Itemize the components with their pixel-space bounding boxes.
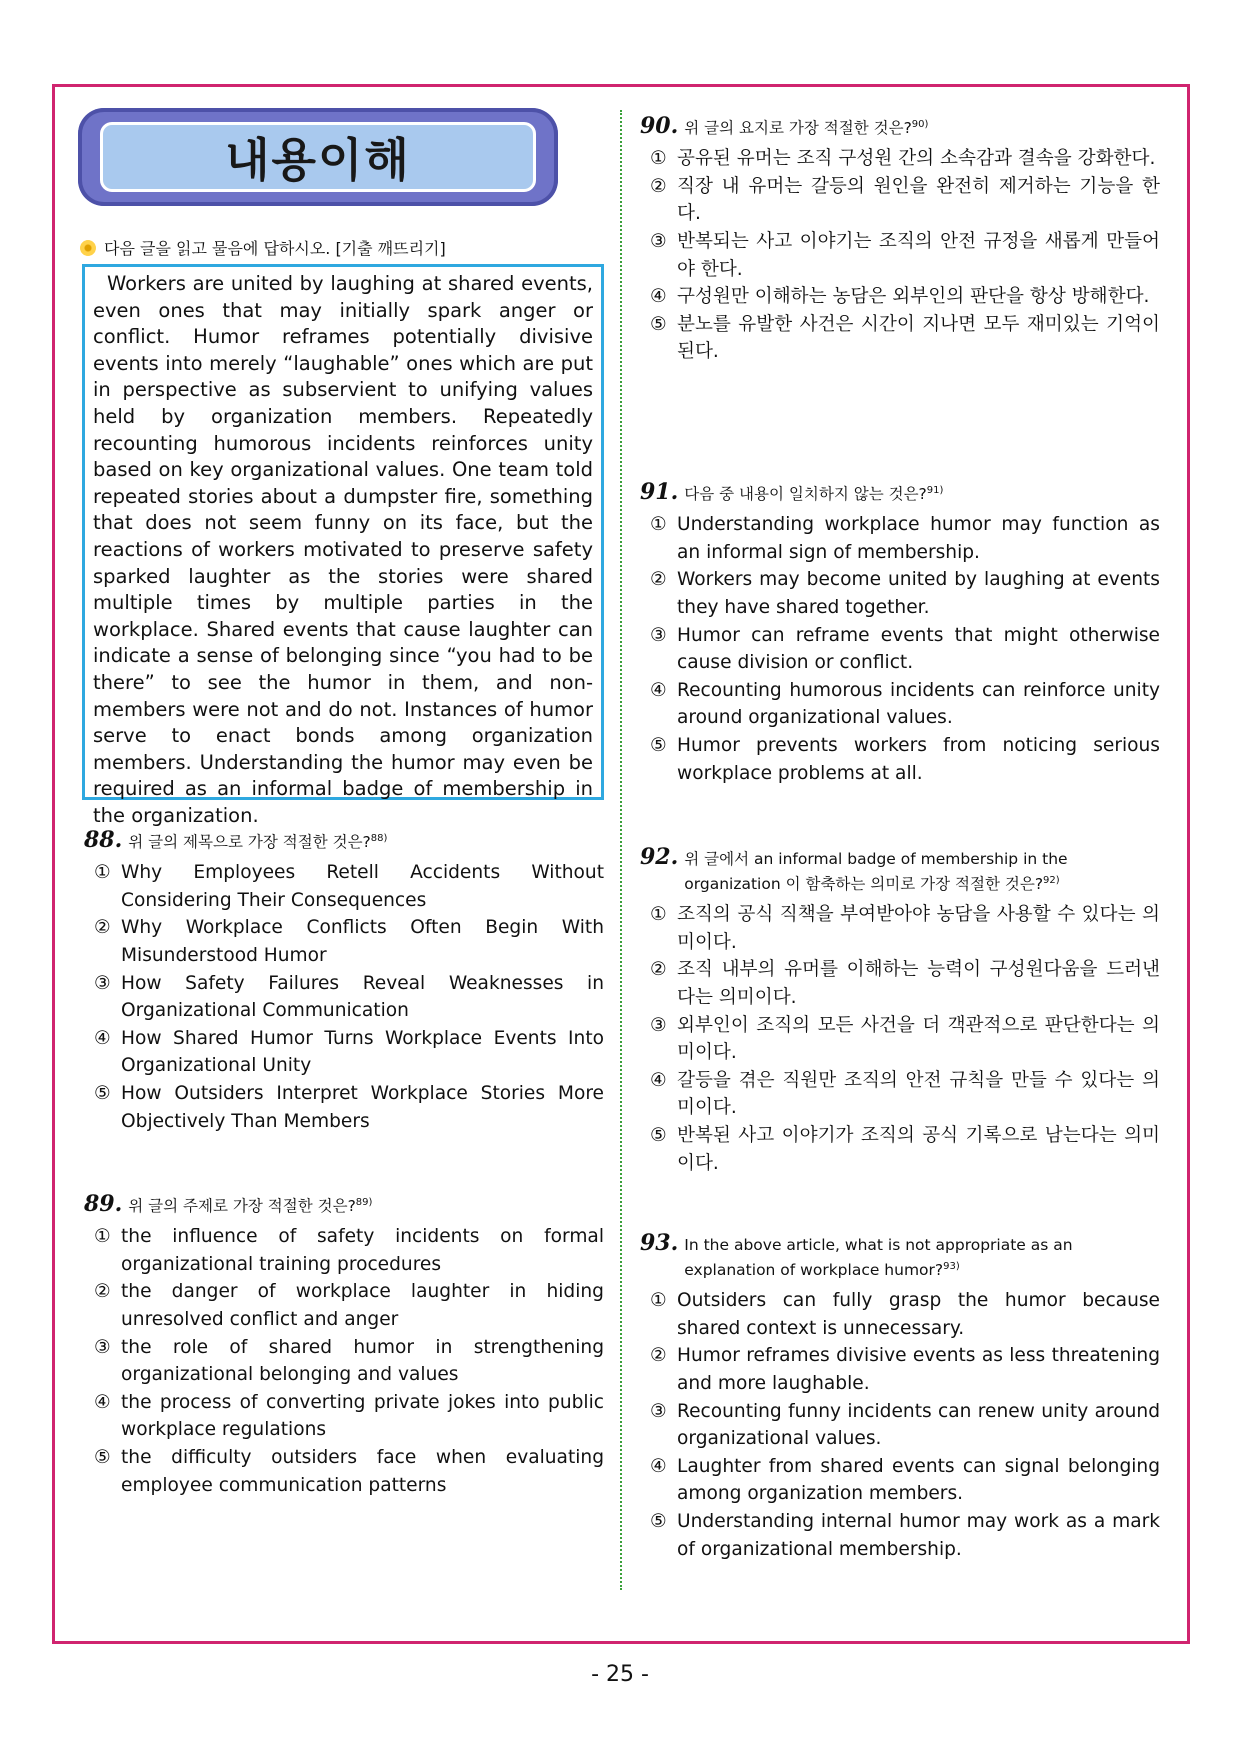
question-header bbox=[640, 114, 1160, 139]
options-list bbox=[640, 1287, 1160, 1563]
options-list bbox=[640, 901, 1160, 1177]
option-2[interactable]: ② Why Workplace Conflicts Often Begin With Misunderstood Humor bbox=[94, 917, 604, 966]
option-2[interactable]: ② Humor reframes divisive events as less threatening and more laughable. bbox=[650, 1345, 1160, 1394]
reading-passage bbox=[82, 264, 604, 827]
question-ref: 91) bbox=[926, 485, 944, 496]
question-number: 91. bbox=[640, 479, 679, 506]
option-4[interactable]: ④ Laughter from shared events can signal belonging among organization members. bbox=[650, 1455, 1160, 1505]
option-1[interactable]: ① Understanding workplace humor may function as an informal sign of membership. bbox=[650, 514, 1160, 563]
option-1[interactable]: ① 조직의 공식 직책을 부여받아야 농담을 사용할 수 있다는 의미이다. bbox=[650, 904, 1160, 953]
question-number: 93. bbox=[640, 1230, 679, 1256]
instruction bbox=[80, 236, 446, 259]
question-ref: 89) bbox=[355, 1197, 373, 1208]
options-list bbox=[84, 859, 604, 1135]
question-stem: In the above article, what is not appropriate as an explanation of workplace humor? bbox=[684, 1236, 1073, 1280]
option-2[interactable]: ② 직장 내 유머는 갈등의 원인을 완전히 제거하는 기능을 한다. bbox=[650, 175, 1160, 225]
question-93 bbox=[640, 1232, 1160, 1563]
question-header bbox=[640, 480, 1160, 505]
option-4[interactable]: ④ Recounting humorous incidents can reinforce unity around organizational values. bbox=[650, 679, 1160, 729]
option-3[interactable]: ③ Humor can reframe events that might otherwise cause division or conflict. bbox=[650, 624, 1160, 674]
option-3[interactable]: ③ the role of shared humor in strengthening organizational belonging and values bbox=[94, 1336, 604, 1386]
question-number: 89. bbox=[84, 1191, 123, 1218]
option-5[interactable]: ⑤ 분노를 유발한 사건은 시간이 지나면 모두 재미있는 기억이 된다. bbox=[650, 313, 1160, 363]
question-stem: 위 글의 주제로 가장 적절한 것은? bbox=[128, 1197, 356, 1216]
option-3[interactable]: ③ How Safety Failures Reveal Weaknesses in Organizational Communication bbox=[94, 972, 604, 1022]
option-5[interactable]: ⑤ the difficulty outsiders face when evaluating employee communication patterns bbox=[94, 1446, 604, 1496]
question-header bbox=[84, 1192, 604, 1217]
section-banner-inner bbox=[100, 122, 536, 192]
flower-icon bbox=[80, 240, 96, 256]
option-4[interactable]: ④ the process of converting private jokes into public workplace regulations bbox=[94, 1391, 604, 1441]
question-88 bbox=[84, 828, 604, 1135]
option-5[interactable]: ⑤ How Outsiders Interpret Workplace Stories More Objectively Than Members bbox=[94, 1082, 604, 1132]
option-5[interactable]: ⑤ Humor prevents workers from noticing serious workplace problems at all. bbox=[650, 734, 1160, 784]
options-list bbox=[640, 145, 1160, 366]
question-stem: 위 글에서 an informal badge of membership in the organization 이 함축하는 의미로 가장 적절한 것은? bbox=[684, 850, 1068, 894]
option-2[interactable]: ② the danger of workplace laughter in hiding unresolved conflict and anger bbox=[94, 1281, 604, 1330]
passage-text: Workers are united by laughing at shared events, even ones that may initially spark anger or conflict. Humor reframes potentially divisive events into merely “laughable” ones which are put in perspective as subservient to unifying values held by organization members. Repeatedly recounting humorous incidents reinforces unity based on key organizational values. One team told repeated stories about a dumpster fire, something that does not seem funny on its face, but the reactions of workers motivated to preserve safety sparked laughter as the stories were shared multiple times by multiple parties in the workplace. Shared events that cause laughter can indicate a sense of belonging since “you had to be there” to see the humor in them, and non-members were not and do not. Instances of humor serve to enact bonds among organization members. Understanding the humor may even be required as an informal badge of membership in the organization. bbox=[93, 272, 593, 827]
question-stem: 위 글의 요지로 가장 적절한 것은? bbox=[684, 119, 912, 138]
option-1[interactable]: ① Outsiders can fully grasp the humor because shared context is unnecessary. bbox=[650, 1290, 1160, 1339]
question-ref: 93) bbox=[943, 1261, 960, 1272]
question-number: 92. bbox=[640, 844, 679, 870]
page-number: - 25 - bbox=[591, 1662, 649, 1687]
option-3[interactable]: ③ Recounting funny incidents can renew unity around organizational values. bbox=[650, 1400, 1160, 1450]
question-ref: 88) bbox=[370, 833, 388, 844]
section-banner bbox=[78, 108, 558, 206]
option-1[interactable]: ① 공유된 유머는 조직 구성원 간의 소속감과 결속을 강화한다. bbox=[650, 148, 1156, 170]
section-title: 내용이해 bbox=[225, 133, 411, 187]
option-1[interactable]: ① Why Employees Retell Accidents Without Considering Their Consequences bbox=[94, 862, 604, 911]
option-4[interactable]: ④ 갈등을 겪은 직원만 조직의 안전 규칙을 만들 수 있다는 의미이다. bbox=[650, 1069, 1160, 1119]
option-1[interactable]: ① the influence of safety incidents on formal organizational training procedures bbox=[94, 1226, 604, 1275]
option-4[interactable]: ④ 구성원만 이해하는 농담은 외부인의 판단을 항상 방해한다. bbox=[650, 286, 1150, 308]
option-5[interactable]: ⑤ 반복된 사고 이야기가 조직의 공식 기록으로 남는다는 의미이다. bbox=[650, 1124, 1160, 1174]
question-ref: 92) bbox=[1043, 875, 1060, 886]
question-stem: 다음 중 내용이 일치하지 않는 것은? bbox=[684, 485, 927, 504]
option-2[interactable]: ② Workers may become united by laughing at events they have shared together. bbox=[650, 569, 1160, 618]
question-header bbox=[84, 828, 604, 853]
question-ref: 90) bbox=[911, 119, 929, 130]
question-89 bbox=[84, 1192, 604, 1499]
question-92 bbox=[640, 846, 1160, 1177]
option-3[interactable]: ③ 외부인이 조직의 모든 사건을 더 객관적으로 판단한다는 의미이다. bbox=[650, 1014, 1160, 1064]
options-list bbox=[640, 511, 1160, 787]
question-number: 90. bbox=[640, 113, 679, 140]
question-number: 88. bbox=[84, 827, 123, 854]
option-3[interactable]: ③ 반복되는 사고 이야기는 조직의 안전 규정을 새롭게 만들어야 한다. bbox=[650, 230, 1160, 280]
question-stem: 위 글의 제목으로 가장 적절한 것은? bbox=[128, 833, 371, 852]
option-2[interactable]: ② 조직 내부의 유머를 이해하는 능력이 구성원다움을 드러낸다는 의미이다. bbox=[650, 959, 1160, 1008]
option-4[interactable]: ④ How Shared Humor Turns Workplace Events Into Organizational Unity bbox=[94, 1027, 604, 1077]
question-91 bbox=[640, 480, 1160, 787]
question-header bbox=[640, 846, 1160, 895]
options-list bbox=[84, 1223, 604, 1499]
instruction-text: 다음 글을 읽고 물음에 답하시오. [기출 깨뜨리기] bbox=[104, 239, 446, 258]
column-divider bbox=[620, 110, 622, 1590]
option-5[interactable]: ⑤ Understanding internal humor may work as a mark of organizational membership. bbox=[650, 1510, 1160, 1560]
question-header bbox=[640, 1232, 1160, 1281]
question-90 bbox=[640, 114, 1160, 366]
